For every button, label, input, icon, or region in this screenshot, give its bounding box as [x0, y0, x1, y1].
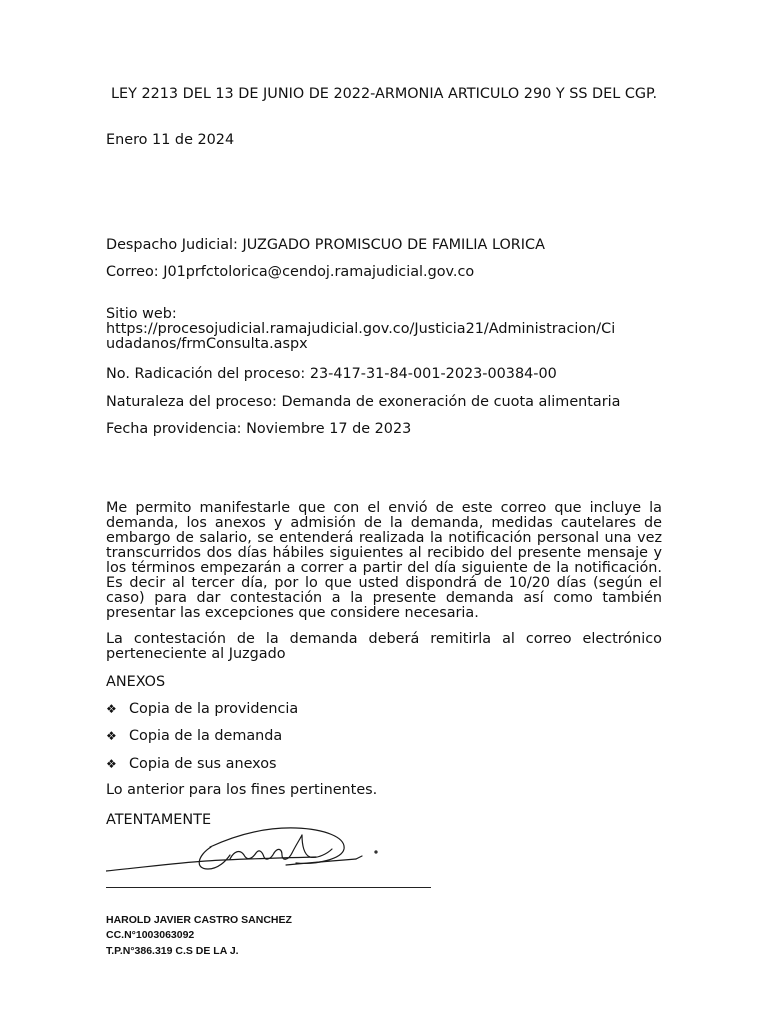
sitio-web-url-line1: https://procesojudicial.ramajudicial.gov.co/Justicia21/Administracion/Ci	[106, 321, 616, 337]
sitio-web-url-line2: udadanos/frmConsulta.aspx	[106, 336, 308, 352]
body-paragraph: Me permito manifestarle que con el envió de este correo que incluye la demanda, los anexos y admisión de la demanda, medidas cautelares de embargo de salario, se entenderá realizada la notificación personal una vez transcurridos dos días hábiles siguientes al recibido del presente mensaje y los términos empezarán a correr a partir del día siguiente de la notificación. Es decir al tercer día, por lo que usted dispondrá de 10/20 días (según el caso) para dar contestación a la presente demanda así como también presentar las excepciones que considere necesaria.	[106, 500, 662, 621]
naturaleza-proceso: Naturaleza del proceso: Demanda de exoneración de cuota alimentaria	[106, 394, 621, 410]
document-date: Enero 11 de 2024	[106, 132, 235, 148]
correo-line: Correo: J01prfctolorica@cendoj.ramajudicial.gov.co	[106, 264, 475, 280]
document-heading: LEY 2213 DEL 13 DE JUNIO DE 2022-ARMONIA ARTICULO 290 Y SS DEL CGP.	[110, 86, 658, 102]
list-item-label: Copia de sus anexos	[129, 756, 277, 772]
signer-tp: T.P.N°386.319 C.S DE LA J.	[106, 944, 239, 957]
list-item-label: Copia de la demanda	[129, 728, 283, 744]
diamond-bullet-icon: ❖	[106, 757, 117, 771]
handwritten-signature	[106, 825, 396, 880]
atentamente-label: ATENTAMENTE	[106, 812, 212, 828]
radicacion-proceso: No. Radicación del proceso: 23-417-31-84-001-2023-00384-00	[106, 366, 557, 382]
anexos-title: ANEXOS	[106, 674, 166, 690]
closing-line: Lo anterior para los fines pertinentes.	[106, 782, 378, 798]
signature-rule	[106, 887, 431, 888]
diamond-bullet-icon: ❖	[106, 729, 117, 743]
signer-name: HAROLD JAVIER CASTRO SANCHEZ	[106, 913, 292, 926]
contestacion-paragraph: La contestación de la demanda deberá remitirla al correo electrónico perteneciente al Juzgado	[106, 631, 662, 662]
signer-cc: CC.N°1003063092	[106, 928, 195, 941]
diamond-bullet-icon: ❖	[106, 702, 117, 716]
fecha-providencia: Fecha providencia: Noviembre 17 de 2023	[106, 421, 412, 437]
despacho-judicial: Despacho Judicial: JUZGADO PROMISCUO DE FAMILIA LORICA	[106, 237, 545, 253]
list-item-label: Copia de la providencia	[129, 701, 299, 717]
sitio-web-label: Sitio web:	[106, 306, 177, 322]
